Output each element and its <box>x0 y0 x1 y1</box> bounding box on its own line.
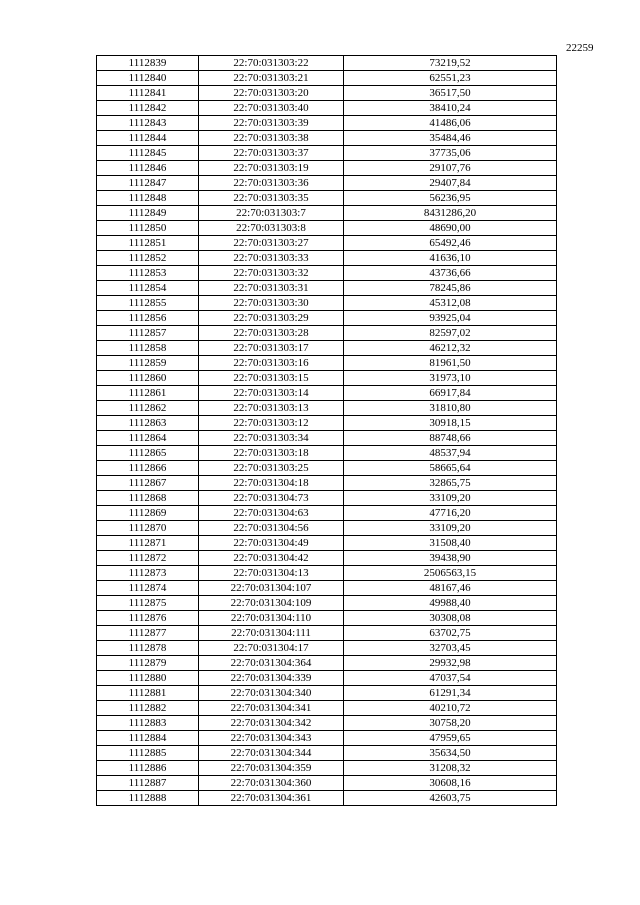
value-cell: 88748,66 <box>344 431 557 446</box>
cadastral-number-cell: 22:70:031304:339 <box>199 671 344 686</box>
row-number-cell: 1112846 <box>97 161 199 176</box>
value-cell: 43736,66 <box>344 266 557 281</box>
value-cell: 62551,23 <box>344 71 557 86</box>
cadastral-number-cell: 22:70:031304:364 <box>199 656 344 671</box>
table-row <box>97 581 557 596</box>
cadastral-number-cell: 22:70:031304:56 <box>199 521 344 536</box>
cadastral-number-cell: 22:70:031304:107 <box>199 581 344 596</box>
row-number-cell: 1112886 <box>97 761 199 776</box>
row-number-cell: 1112858 <box>97 341 199 356</box>
row-number-cell: 1112885 <box>97 746 199 761</box>
row-number-cell: 1112851 <box>97 236 199 251</box>
value-cell: 33109,20 <box>344 521 557 536</box>
value-cell: 73219,52 <box>344 56 557 71</box>
table-row <box>97 146 557 161</box>
cadastral-number-cell: 22:70:031304:111 <box>199 626 344 641</box>
table-row <box>97 86 557 101</box>
table-row <box>97 101 557 116</box>
value-cell: 35634,50 <box>344 746 557 761</box>
cadastral-number-cell: 22:70:031304:360 <box>199 776 344 791</box>
row-number-cell: 1112843 <box>97 116 199 131</box>
value-cell: 47959,65 <box>344 731 557 746</box>
row-number-cell: 1112848 <box>97 191 199 206</box>
table-row <box>97 731 557 746</box>
cadastral-number-cell: 22:70:031303:18 <box>199 446 344 461</box>
cadastral-number-cell: 22:70:031304:340 <box>199 686 344 701</box>
value-cell: 63702,75 <box>344 626 557 641</box>
value-cell: 29932,98 <box>344 656 557 671</box>
row-number-cell: 1112877 <box>97 626 199 641</box>
table-row <box>97 341 557 356</box>
table-row <box>97 116 557 131</box>
cadastral-number-cell: 22:70:031303:28 <box>199 326 344 341</box>
value-cell: 30758,20 <box>344 716 557 731</box>
row-number-cell: 1112880 <box>97 671 199 686</box>
value-cell: 49988,40 <box>344 596 557 611</box>
value-cell: 42603,75 <box>344 791 557 806</box>
cadastral-number-cell: 22:70:031303:17 <box>199 341 344 356</box>
table-row <box>97 371 557 386</box>
table-row <box>97 161 557 176</box>
row-number-cell: 1112841 <box>97 86 199 101</box>
value-cell: 30608,16 <box>344 776 557 791</box>
cadastral-number-cell: 22:70:031303:39 <box>199 116 344 131</box>
table-row <box>97 281 557 296</box>
row-number-cell: 1112871 <box>97 536 199 551</box>
value-cell: 48537,94 <box>344 446 557 461</box>
row-number-cell: 1112849 <box>97 206 199 221</box>
cadastral-number-cell: 22:70:031303:27 <box>199 236 344 251</box>
table-row <box>97 761 557 776</box>
value-cell: 56236,95 <box>344 191 557 206</box>
value-cell: 78245,86 <box>344 281 557 296</box>
table-row <box>97 656 557 671</box>
table-row <box>97 476 557 491</box>
value-cell: 29407,84 <box>344 176 557 191</box>
table-row <box>97 641 557 656</box>
row-number-cell: 1112875 <box>97 596 199 611</box>
table-row <box>97 491 557 506</box>
value-cell: 41486,06 <box>344 116 557 131</box>
table-row <box>97 206 557 221</box>
cadastral-number-cell: 22:70:031303:21 <box>199 71 344 86</box>
table-row <box>97 776 557 791</box>
row-number-cell: 1112861 <box>97 386 199 401</box>
table-row <box>97 416 557 431</box>
value-cell: 61291,34 <box>344 686 557 701</box>
cadastral-number-cell: 22:70:031303:34 <box>199 431 344 446</box>
row-number-cell: 1112864 <box>97 431 199 446</box>
table-row <box>97 521 557 536</box>
row-number-cell: 1112854 <box>97 281 199 296</box>
cadastral-number-cell: 22:70:031304:42 <box>199 551 344 566</box>
table-row <box>97 386 557 401</box>
row-number-cell: 1112865 <box>97 446 199 461</box>
data-table <box>96 55 557 806</box>
value-cell: 2506563,15 <box>344 566 557 581</box>
value-cell: 47716,20 <box>344 506 557 521</box>
row-number-cell: 1112842 <box>97 101 199 116</box>
row-number-cell: 1112862 <box>97 401 199 416</box>
table-row <box>97 311 557 326</box>
cadastral-number-cell: 22:70:031304:73 <box>199 491 344 506</box>
row-number-cell: 1112845 <box>97 146 199 161</box>
row-number-cell: 1112869 <box>97 506 199 521</box>
cadastral-number-cell: 22:70:031303:16 <box>199 356 344 371</box>
cadastral-number-cell: 22:70:031304:342 <box>199 716 344 731</box>
table-row <box>97 131 557 146</box>
table-row <box>97 791 557 806</box>
row-number-cell: 1112847 <box>97 176 199 191</box>
table-row <box>97 506 557 521</box>
value-cell: 31973,10 <box>344 371 557 386</box>
cadastral-number-cell: 22:70:031303:31 <box>199 281 344 296</box>
table-row <box>97 596 557 611</box>
table-row <box>97 701 557 716</box>
cadastral-number-cell: 22:70:031303:14 <box>199 386 344 401</box>
row-number-cell: 1112872 <box>97 551 199 566</box>
value-cell: 48690,00 <box>344 221 557 236</box>
value-cell: 31208,32 <box>344 761 557 776</box>
table-row <box>97 296 557 311</box>
value-cell: 30308,08 <box>344 611 557 626</box>
cadastral-number-cell: 22:70:031303:38 <box>199 131 344 146</box>
cadastral-number-cell: 22:70:031304:359 <box>199 761 344 776</box>
cadastral-number-cell: 22:70:031303:29 <box>199 311 344 326</box>
value-cell: 8431286,20 <box>344 206 557 221</box>
table-row <box>97 536 557 551</box>
table-row <box>97 566 557 581</box>
table-row <box>97 626 557 641</box>
value-cell: 40210,72 <box>344 701 557 716</box>
table-body <box>97 56 557 806</box>
value-cell: 35484,46 <box>344 131 557 146</box>
table-row <box>97 431 557 446</box>
row-number-cell: 1112844 <box>97 131 199 146</box>
value-cell: 66917,84 <box>344 386 557 401</box>
value-cell: 65492,46 <box>344 236 557 251</box>
table-row <box>97 461 557 476</box>
cadastral-number-cell: 22:70:031303:12 <box>199 416 344 431</box>
table-row <box>97 221 557 236</box>
value-cell: 29107,76 <box>344 161 557 176</box>
cadastral-number-cell: 22:70:031303:25 <box>199 461 344 476</box>
cadastral-number-cell: 22:70:031303:30 <box>199 296 344 311</box>
row-number-cell: 1112863 <box>97 416 199 431</box>
row-number-cell: 1112867 <box>97 476 199 491</box>
row-number-cell: 1112874 <box>97 581 199 596</box>
table-row <box>97 446 557 461</box>
cadastral-number-cell: 22:70:031304:63 <box>199 506 344 521</box>
row-number-cell: 1112853 <box>97 266 199 281</box>
cadastral-number-cell: 22:70:031303:20 <box>199 86 344 101</box>
value-cell: 30918,15 <box>344 416 557 431</box>
cadastral-number-cell: 22:70:031304:18 <box>199 476 344 491</box>
cadastral-number-cell: 22:70:031303:33 <box>199 251 344 266</box>
value-cell: 36517,50 <box>344 86 557 101</box>
table-row <box>97 716 557 731</box>
value-cell: 31810,80 <box>344 401 557 416</box>
table-row <box>97 191 557 206</box>
value-cell: 31508,40 <box>344 536 557 551</box>
cadastral-number-cell: 22:70:031303:36 <box>199 176 344 191</box>
cadastral-number-cell: 22:70:031304:110 <box>199 611 344 626</box>
value-cell: 81961,50 <box>344 356 557 371</box>
row-number-cell: 1112866 <box>97 461 199 476</box>
cadastral-number-cell: 22:70:031303:13 <box>199 401 344 416</box>
cadastral-number-cell: 22:70:031303:19 <box>199 161 344 176</box>
value-cell: 33109,20 <box>344 491 557 506</box>
cadastral-number-cell: 22:70:031304:341 <box>199 701 344 716</box>
page-number: 22259 <box>566 42 594 54</box>
cadastral-number-cell: 22:70:031303:40 <box>199 101 344 116</box>
value-cell: 32865,75 <box>344 476 557 491</box>
table-row <box>97 746 557 761</box>
value-cell: 37735,06 <box>344 146 557 161</box>
row-number-cell: 1112876 <box>97 611 199 626</box>
table-row <box>97 326 557 341</box>
row-number-cell: 1112850 <box>97 221 199 236</box>
cadastral-number-cell: 22:70:031303:8 <box>199 221 344 236</box>
row-number-cell: 1112859 <box>97 356 199 371</box>
value-cell: 45312,08 <box>344 296 557 311</box>
row-number-cell: 1112868 <box>97 491 199 506</box>
row-number-cell: 1112839 <box>97 56 199 71</box>
value-cell: 58665,64 <box>344 461 557 476</box>
row-number-cell: 1112882 <box>97 701 199 716</box>
table-row <box>97 611 557 626</box>
table-row <box>97 56 557 71</box>
cadastral-number-cell: 22:70:031304:13 <box>199 566 344 581</box>
table-row <box>97 551 557 566</box>
cadastral-number-cell: 22:70:031304:361 <box>199 791 344 806</box>
value-cell: 46212,32 <box>344 341 557 356</box>
row-number-cell: 1112857 <box>97 326 199 341</box>
row-number-cell: 1112856 <box>97 311 199 326</box>
row-number-cell: 1112884 <box>97 731 199 746</box>
cadastral-number-cell: 22:70:031303:7 <box>199 206 344 221</box>
value-cell: 93925,04 <box>344 311 557 326</box>
row-number-cell: 1112852 <box>97 251 199 266</box>
cadastral-number-cell: 22:70:031304:344 <box>199 746 344 761</box>
value-cell: 82597,02 <box>344 326 557 341</box>
cadastral-number-cell: 22:70:031303:37 <box>199 146 344 161</box>
row-number-cell: 1112855 <box>97 296 199 311</box>
table-row <box>97 236 557 251</box>
row-number-cell: 1112840 <box>97 71 199 86</box>
value-cell: 41636,10 <box>344 251 557 266</box>
row-number-cell: 1112878 <box>97 641 199 656</box>
row-number-cell: 1112870 <box>97 521 199 536</box>
cadastral-number-cell: 22:70:031304:109 <box>199 596 344 611</box>
row-number-cell: 1112860 <box>97 371 199 386</box>
value-cell: 48167,46 <box>344 581 557 596</box>
value-cell: 38410,24 <box>344 101 557 116</box>
table-row <box>97 671 557 686</box>
table-row <box>97 266 557 281</box>
cadastral-number-cell: 22:70:031304:343 <box>199 731 344 746</box>
cadastral-number-cell: 22:70:031303:35 <box>199 191 344 206</box>
table-row <box>97 176 557 191</box>
cadastral-number-cell: 22:70:031303:15 <box>199 371 344 386</box>
row-number-cell: 1112879 <box>97 656 199 671</box>
cadastral-number-cell: 22:70:031303:22 <box>199 56 344 71</box>
cadastral-number-cell: 22:70:031304:17 <box>199 641 344 656</box>
row-number-cell: 1112883 <box>97 716 199 731</box>
table-row <box>97 401 557 416</box>
cadastral-number-cell: 22:70:031304:49 <box>199 536 344 551</box>
row-number-cell: 1112881 <box>97 686 199 701</box>
value-cell: 47037,54 <box>344 671 557 686</box>
cadastral-number-cell: 22:70:031303:32 <box>199 266 344 281</box>
table-row <box>97 251 557 266</box>
row-number-cell: 1112887 <box>97 776 199 791</box>
row-number-cell: 1112888 <box>97 791 199 806</box>
table-row <box>97 686 557 701</box>
table-row <box>97 356 557 371</box>
table-row <box>97 71 557 86</box>
value-cell: 32703,45 <box>344 641 557 656</box>
value-cell: 39438,90 <box>344 551 557 566</box>
row-number-cell: 1112873 <box>97 566 199 581</box>
